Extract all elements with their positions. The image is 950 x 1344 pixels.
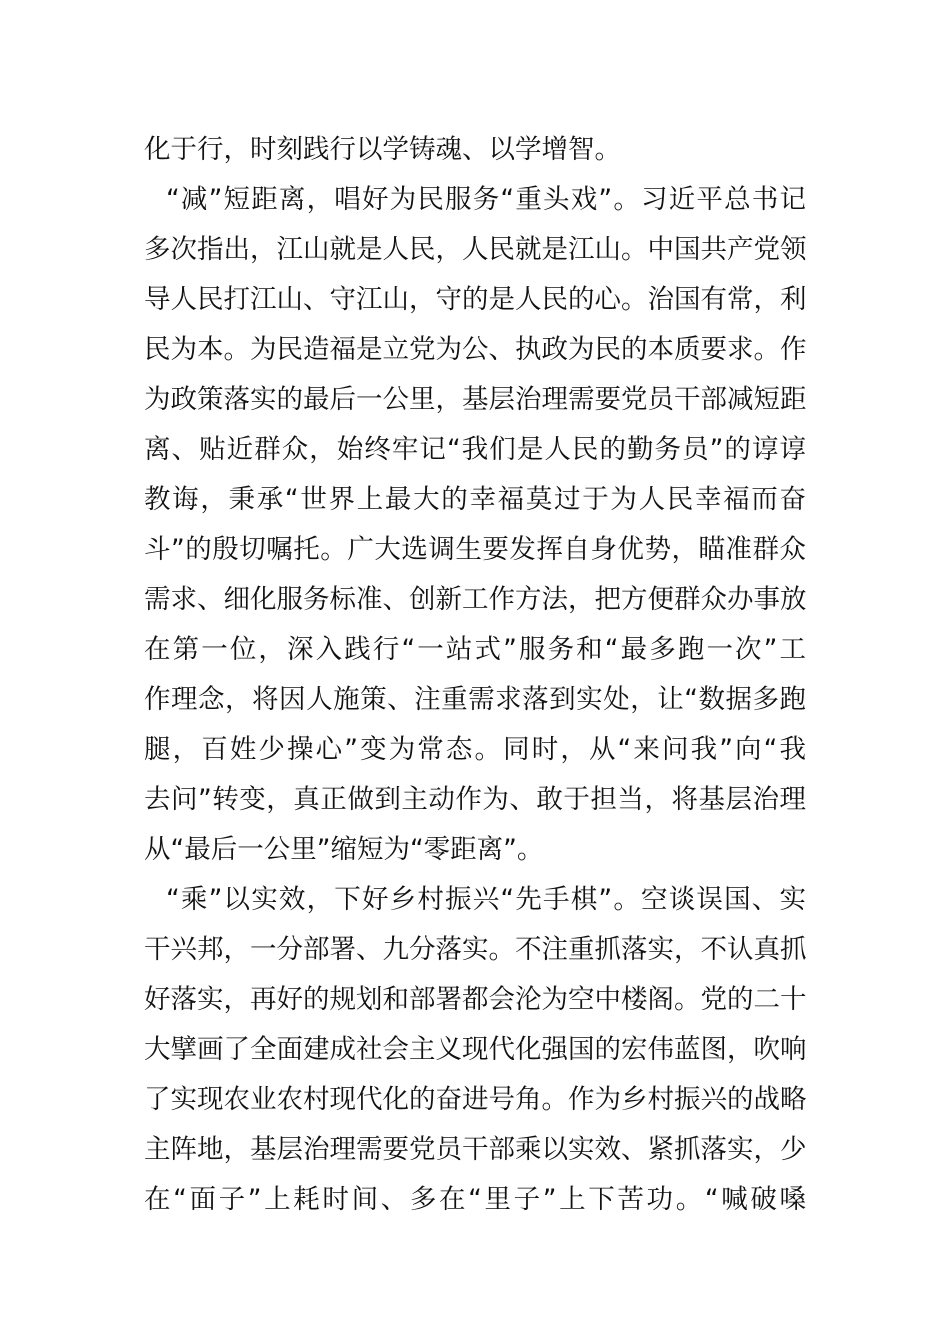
text-line: “减”短距离，唱好为民服务“重头戏”。习近平总书记 bbox=[166, 184, 806, 215]
text-line: 离、贴近群众，始终牢记“我们是人民的勤务员”的谆谆 bbox=[144, 434, 806, 465]
text-line: 斗”的殷切嘱托。广大选调生要发挥自身优势，瞄准群众 bbox=[144, 534, 806, 565]
text-line: 在第一位，深入践行“一站式”服务和“最多跑一次”工 bbox=[144, 634, 806, 665]
text-line: 导人民打江山、守江山，守的是人民的心。治国有常，利 bbox=[144, 284, 807, 315]
text-line: 多次指出，江山就是人民，人民就是江山。中国共产党领 bbox=[144, 234, 807, 265]
text-line: 需求、细化服务标准、创新工作方法，把方便群众办事放 bbox=[144, 584, 807, 615]
text-line: 民为本。为民造福是立党为公、执政为民的本质要求。作 bbox=[144, 334, 807, 365]
text-line: 作理念，将因人施策、注重需求落到实处，让“数据多跑 bbox=[144, 684, 806, 715]
text-line: 为政策落实的最后一公里，基层治理需要党员干部减短距 bbox=[144, 384, 807, 415]
text-line: 干兴邦，一分部署、九分落实。不注重抓落实，不认真抓 bbox=[144, 934, 807, 965]
text-line: 了实现农业农村现代化的奋进号角。作为乡村振兴的战略 bbox=[144, 1084, 807, 1115]
text-line: 教诲，秉承“世界上最大的幸福莫过于为人民幸福而奋 bbox=[144, 484, 806, 515]
document-body bbox=[144, 125, 806, 1225]
text-line: 主阵地，基层治理需要党员干部乘以实效、紧抓落实，少 bbox=[144, 1134, 807, 1165]
text-line: 好落实，再好的规划和部署都会沦为空中楼阁。党的二十 bbox=[144, 984, 807, 1015]
text-line: 去问”转变，真正做到主动作为、敢于担当，将基层治理 bbox=[144, 784, 806, 815]
text-line: “乘”以实效，下好乡村振兴“先手棋”。空谈误国、实 bbox=[166, 884, 806, 915]
text-line: 在“面子”上耗时间、多在“里子”上下苦功。“喊破嗓 bbox=[144, 1184, 806, 1215]
text-line: 大擘画了全面建成社会主义现代化强国的宏伟蓝图，吹响 bbox=[144, 1034, 807, 1065]
text-line: 从“最后一公里”缩短为“零距离”。 bbox=[144, 834, 544, 865]
text-line: 腿，百姓少操心”变为常态。同时，从“来问我”向“我 bbox=[144, 734, 806, 765]
text-line: 化于行，时刻践行以学铸魂、以学增智。 bbox=[144, 134, 621, 165]
